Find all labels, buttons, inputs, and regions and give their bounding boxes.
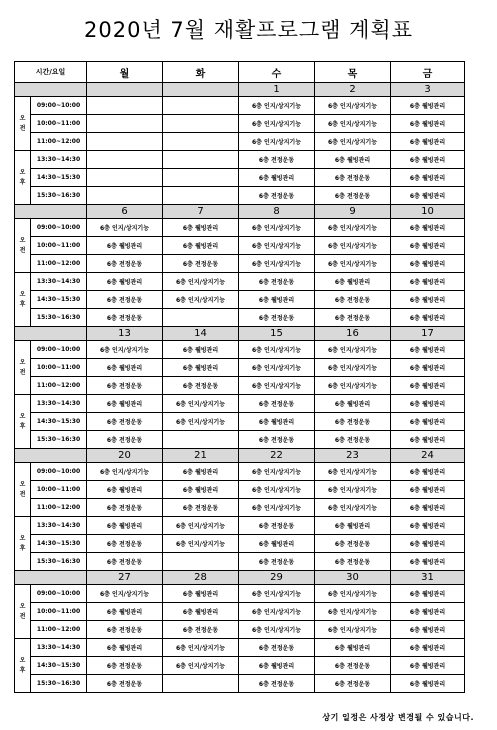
time-slot: 09:00~10:00 — [31, 219, 87, 237]
program-cell — [163, 151, 239, 169]
time-slot: 10:00~11:00 — [31, 481, 87, 499]
program-cell: 6층 인지/상지기능 — [163, 639, 239, 657]
program-cell: 6층 전정운동 — [239, 553, 315, 571]
program-cell: 6층 전정운동 — [163, 499, 239, 517]
date-cell: 29 — [239, 571, 315, 585]
schedule-row — [15, 621, 465, 639]
schedule-row — [15, 341, 465, 359]
program-cell: 6층 웰빙관리 — [239, 413, 315, 431]
program-cell: 6층 인지/상지기능 — [239, 359, 315, 377]
afternoon-label: 오 후 — [15, 517, 31, 571]
date-cell: 9 — [315, 205, 391, 219]
date-cell: 27 — [87, 571, 163, 585]
program-cell: 6층 전정운동 — [87, 499, 163, 517]
program-cell: 6층 웰빙관리 — [391, 463, 465, 481]
program-cell: 6층 웰빙관리 — [239, 291, 315, 309]
time-slot: 15:30~16:30 — [31, 309, 87, 327]
program-cell: 6층 웰빙관리 — [391, 309, 465, 327]
program-cell: 6층 웰빙관리 — [315, 517, 391, 535]
program-cell: 6층 전정운동 — [315, 187, 391, 205]
header-day-tue: 화 — [163, 62, 239, 83]
program-cell: 6층 웰빙관리 — [87, 603, 163, 621]
program-cell: 6층 인지/상지기능 — [239, 377, 315, 395]
program-cell: 6층 웰빙관리 — [391, 431, 465, 449]
program-cell: 6층 웰빙관리 — [87, 359, 163, 377]
schedule-row — [15, 639, 465, 657]
date-cell: 14 — [163, 327, 239, 341]
program-cell: 6층 인지/상지기능 — [163, 291, 239, 309]
program-cell: 6층 인지/상지기능 — [163, 657, 239, 675]
program-cell: 6층 웰빙관리 — [391, 585, 465, 603]
schedule-row — [15, 517, 465, 535]
schedule-row — [15, 237, 465, 255]
program-cell: 6층 인지/상지기능 — [315, 603, 391, 621]
program-cell: 6층 인지/상지기능 — [315, 219, 391, 237]
time-slot: 14:30~15:30 — [31, 657, 87, 675]
schedule-row — [15, 675, 465, 693]
afternoon-label: 오 후 — [15, 273, 31, 327]
program-cell: 6층 인지/상지기능 — [315, 341, 391, 359]
program-cell: 6층 웰빙관리 — [391, 219, 465, 237]
schedule-row — [15, 553, 465, 571]
program-cell — [87, 115, 163, 133]
time-slot: 10:00~11:00 — [31, 359, 87, 377]
program-cell: 6층 웰빙관리 — [239, 657, 315, 675]
program-cell: 6층 전정운동 — [315, 535, 391, 553]
program-cell: 6층 인지/상지기능 — [315, 133, 391, 151]
program-cell — [163, 187, 239, 205]
program-cell: 6층 전정운동 — [239, 431, 315, 449]
program-cell: 6층 웰빙관리 — [391, 499, 465, 517]
program-cell: 6층 전정운동 — [315, 675, 391, 693]
program-cell: 6층 인지/상지기능 — [315, 359, 391, 377]
time-slot: 14:30~15:30 — [31, 535, 87, 553]
program-cell: 6층 웰빙관리 — [391, 553, 465, 571]
date-cell: 6 — [87, 205, 163, 219]
program-cell — [87, 151, 163, 169]
program-cell: 6층 웰빙관리 — [315, 639, 391, 657]
header-day-mon: 월 — [87, 62, 163, 83]
program-cell: 6층 전정운동 — [239, 395, 315, 413]
program-cell: 6층 인지/상지기능 — [87, 341, 163, 359]
header-day-wed: 수 — [239, 62, 315, 83]
header-day-thu: 목 — [315, 62, 391, 83]
program-cell: 6층 웰빙관리 — [391, 115, 465, 133]
program-cell: 6층 전정운동 — [239, 517, 315, 535]
afternoon-label: 오 후 — [15, 639, 31, 693]
schedule-row — [15, 219, 465, 237]
program-cell: 6층 웰빙관리 — [391, 255, 465, 273]
morning-label: 오 전 — [15, 585, 31, 639]
time-slot: 14:30~15:30 — [31, 169, 87, 187]
time-slot: 09:00~10:00 — [31, 463, 87, 481]
page-title: 2020년 7월 재활프로그램 계획표 — [84, 18, 413, 42]
schedule-row — [15, 133, 465, 151]
program-cell — [163, 115, 239, 133]
time-slot: 09:00~10:00 — [31, 585, 87, 603]
program-cell: 6층 인지/상지기능 — [163, 395, 239, 413]
time-slot: 13:30~14:30 — [31, 639, 87, 657]
program-cell: 6층 전정운동 — [315, 413, 391, 431]
program-cell: 6층 인지/상지기능 — [315, 255, 391, 273]
program-cell — [163, 169, 239, 187]
program-cell: 6층 전정운동 — [87, 309, 163, 327]
program-cell: 6층 전정운동 — [239, 675, 315, 693]
date-cell: 23 — [315, 449, 391, 463]
program-cell: 6층 인지/상지기능 — [239, 341, 315, 359]
program-cell: 6층 인지/상지기능 — [239, 621, 315, 639]
morning-label: 오 전 — [15, 463, 31, 517]
program-cell: 6층 웰빙관리 — [239, 535, 315, 553]
program-cell: 6층 웰빙관리 — [315, 273, 391, 291]
program-cell: 6층 전정운동 — [239, 639, 315, 657]
program-cell: 6층 인지/상지기능 — [87, 585, 163, 603]
program-cell: 6층 인지/상지기능 — [315, 585, 391, 603]
date-cell: 10 — [391, 205, 465, 219]
program-cell: 6층 웰빙관리 — [391, 273, 465, 291]
program-cell: 6층 웰빙관리 — [391, 621, 465, 639]
time-slot: 14:30~15:30 — [31, 291, 87, 309]
program-cell: 6층 전정운동 — [87, 535, 163, 553]
time-slot: 11:00~12:00 — [31, 377, 87, 395]
program-cell: 6층 인지/상지기능 — [163, 535, 239, 553]
program-cell: 6층 웰빙관리 — [315, 151, 391, 169]
footer-note: 상기 일정은 사정상 변경될 수 있습니다. — [322, 713, 474, 722]
program-cell: 6층 전정운동 — [315, 431, 391, 449]
program-cell: 6층 전정운동 — [87, 553, 163, 571]
schedule-row — [15, 499, 465, 517]
program-cell: 6층 전정운동 — [87, 291, 163, 309]
program-cell: 6층 전정운동 — [239, 309, 315, 327]
program-cell: 6층 전정운동 — [315, 309, 391, 327]
program-cell: 6층 웰빙관리 — [391, 603, 465, 621]
program-cell: 6층 웰빙관리 — [163, 237, 239, 255]
week-date-row — [15, 327, 465, 341]
date-cell: 8 — [239, 205, 315, 219]
program-cell: 6층 전정운동 — [87, 621, 163, 639]
program-cell: 6층 웰빙관리 — [87, 517, 163, 535]
program-cell — [87, 169, 163, 187]
schedule-row — [15, 255, 465, 273]
program-cell: 6층 전정운동 — [315, 553, 391, 571]
time-slot: 15:30~16:30 — [31, 675, 87, 693]
schedule-row — [15, 603, 465, 621]
program-cell: 6층 인지/상지기능 — [239, 237, 315, 255]
schedule-row — [15, 187, 465, 205]
program-cell: 6층 웰빙관리 — [87, 481, 163, 499]
program-cell: 6층 웰빙관리 — [391, 517, 465, 535]
afternoon-label: 오 후 — [15, 151, 31, 205]
program-cell: 6층 웰빙관리 — [391, 639, 465, 657]
week-date-row — [15, 83, 465, 97]
schedule-row — [15, 413, 465, 431]
program-cell: 6층 인지/상지기능 — [239, 603, 315, 621]
program-cell: 6층 웰빙관리 — [391, 377, 465, 395]
date-cell: 3 — [391, 83, 465, 97]
program-cell: 6층 전정운동 — [239, 187, 315, 205]
program-cell: 6층 인지/상지기능 — [239, 115, 315, 133]
time-slot: 13:30~14:30 — [31, 395, 87, 413]
schedule-row — [15, 463, 465, 481]
program-cell: 6층 웰빙관리 — [391, 675, 465, 693]
program-cell: 6층 웰빙관리 — [163, 219, 239, 237]
time-slot: 13:30~14:30 — [31, 273, 87, 291]
header-row — [15, 62, 465, 83]
week-date-row — [15, 205, 465, 219]
date-cell — [163, 83, 239, 97]
date-cell: 13 — [87, 327, 163, 341]
schedule-row — [15, 359, 465, 377]
program-cell: 6층 웰빙관리 — [391, 97, 465, 115]
schedule-row — [15, 309, 465, 327]
date-row-spacer — [15, 449, 87, 463]
program-cell: 6층 인지/상지기능 — [87, 463, 163, 481]
date-row-spacer — [15, 205, 87, 219]
schedule-row — [15, 585, 465, 603]
date-cell: 28 — [163, 571, 239, 585]
schedule-row — [15, 115, 465, 133]
program-cell — [163, 97, 239, 115]
program-cell: 6층 웰빙관리 — [163, 603, 239, 621]
program-cell: 6층 인지/상지기능 — [163, 413, 239, 431]
schedule-row — [15, 97, 465, 115]
program-cell: 6층 웰빙관리 — [163, 359, 239, 377]
program-cell: 6층 전정운동 — [163, 621, 239, 639]
program-cell: 6층 인지/상지기능 — [239, 97, 315, 115]
program-cell: 6층 인지/상지기능 — [315, 237, 391, 255]
time-slot: 11:00~12:00 — [31, 499, 87, 517]
program-cell: 6층 인지/상지기능 — [315, 621, 391, 639]
schedule-row — [15, 273, 465, 291]
program-cell: 6층 웰빙관리 — [391, 359, 465, 377]
program-cell: 6층 인지/상지기능 — [239, 255, 315, 273]
program-cell: 6층 웰빙관리 — [391, 187, 465, 205]
program-cell: 6층 웰빙관리 — [391, 657, 465, 675]
program-cell: 6층 웰빙관리 — [391, 413, 465, 431]
morning-label: 오 전 — [15, 97, 31, 151]
date-cell: 16 — [315, 327, 391, 341]
program-cell: 6층 웰빙관리 — [391, 169, 465, 187]
week-date-row — [15, 449, 465, 463]
time-slot: 10:00~11:00 — [31, 115, 87, 133]
program-cell: 6층 웰빙관리 — [163, 341, 239, 359]
program-cell: 6층 전정운동 — [87, 431, 163, 449]
time-slot: 14:30~15:30 — [31, 413, 87, 431]
program-cell: 6층 인지/상지기능 — [239, 219, 315, 237]
program-cell: 6층 웰빙관리 — [87, 395, 163, 413]
date-cell: 24 — [391, 449, 465, 463]
schedule-row — [15, 291, 465, 309]
program-cell — [163, 309, 239, 327]
schedule-row — [15, 377, 465, 395]
program-cell: 6층 전정운동 — [163, 377, 239, 395]
program-cell: 6층 웰빙관리 — [315, 395, 391, 413]
program-cell: 6층 전정운동 — [87, 377, 163, 395]
program-cell: 6층 전정운동 — [87, 657, 163, 675]
date-cell: 31 — [391, 571, 465, 585]
week-date-row — [15, 571, 465, 585]
program-cell — [163, 133, 239, 151]
program-cell: 6층 웰빙관리 — [87, 237, 163, 255]
morning-label: 오 전 — [15, 219, 31, 273]
program-cell: 6층 웰빙관리 — [391, 151, 465, 169]
program-cell: 6층 웰빙관리 — [239, 169, 315, 187]
program-cell: 6층 인지/상지기능 — [87, 219, 163, 237]
program-cell: 6층 웰빙관리 — [163, 585, 239, 603]
program-cell: 6층 웰빙관리 — [391, 237, 465, 255]
time-slot: 11:00~12:00 — [31, 621, 87, 639]
program-cell: 6층 웰빙관리 — [163, 463, 239, 481]
program-cell: 6층 웰빙관리 — [391, 481, 465, 499]
program-cell — [87, 187, 163, 205]
date-cell: 2 — [315, 83, 391, 97]
program-cell: 6층 전정운동 — [163, 255, 239, 273]
date-cell: 15 — [239, 327, 315, 341]
program-cell: 6층 웰빙관리 — [391, 291, 465, 309]
date-cell: 20 — [87, 449, 163, 463]
program-cell: 6층 전정운동 — [87, 255, 163, 273]
program-cell: 6층 전정운동 — [87, 413, 163, 431]
time-slot: 11:00~12:00 — [31, 255, 87, 273]
time-slot: 09:00~10:00 — [31, 341, 87, 359]
time-slot: 13:30~14:30 — [31, 151, 87, 169]
program-cell: 6층 전정운동 — [87, 675, 163, 693]
program-cell: 6층 인지/상지기능 — [163, 273, 239, 291]
program-cell — [87, 133, 163, 151]
program-cell: 6층 인지/상지기능 — [239, 481, 315, 499]
program-cell — [163, 675, 239, 693]
time-slot: 09:00~10:00 — [31, 97, 87, 115]
time-slot: 10:00~11:00 — [31, 603, 87, 621]
schedule-row — [15, 395, 465, 413]
time-slot: 13:30~14:30 — [31, 517, 87, 535]
date-cell: 17 — [391, 327, 465, 341]
program-cell: 6층 인지/상지기능 — [163, 517, 239, 535]
program-cell: 6층 인지/상지기능 — [239, 133, 315, 151]
program-cell — [87, 97, 163, 115]
time-slot: 15:30~16:30 — [31, 431, 87, 449]
program-cell: 6층 인지/상지기능 — [315, 481, 391, 499]
program-cell: 6층 인지/상지기능 — [315, 97, 391, 115]
morning-label: 오 전 — [15, 341, 31, 395]
program-cell: 6층 웰빙관리 — [87, 273, 163, 291]
schedule-row — [15, 169, 465, 187]
program-cell: 6층 전정운동 — [315, 169, 391, 187]
date-cell: 7 — [163, 205, 239, 219]
time-slot: 11:00~12:00 — [31, 133, 87, 151]
program-cell: 6층 웰빙관리 — [163, 481, 239, 499]
time-slot: 15:30~16:30 — [31, 553, 87, 571]
program-cell: 6층 인지/상지기능 — [315, 377, 391, 395]
program-cell — [163, 431, 239, 449]
date-cell: 30 — [315, 571, 391, 585]
time-slot: 10:00~11:00 — [31, 237, 87, 255]
date-cell: 21 — [163, 449, 239, 463]
program-cell: 6층 웰빙관리 — [391, 395, 465, 413]
program-cell: 6층 인지/상지기능 — [239, 499, 315, 517]
program-cell: 6층 인지/상지기능 — [239, 585, 315, 603]
schedule-table — [14, 61, 465, 693]
afternoon-label: 오 후 — [15, 395, 31, 449]
date-cell: 1 — [239, 83, 315, 97]
schedule-row — [15, 151, 465, 169]
date-cell — [87, 83, 163, 97]
schedule-row — [15, 657, 465, 675]
program-cell: 6층 전정운동 — [315, 291, 391, 309]
date-row-spacer — [15, 83, 87, 97]
date-row-spacer — [15, 327, 87, 341]
header-day-fri: 금 — [391, 62, 465, 83]
schedule-row — [15, 431, 465, 449]
program-cell: 6층 인지/상지기능 — [315, 499, 391, 517]
date-cell: 22 — [239, 449, 315, 463]
header-time-label: 시간/요일 — [15, 62, 87, 83]
program-cell: 6층 인지/상지기능 — [315, 463, 391, 481]
time-slot: 15:30~16:30 — [31, 187, 87, 205]
program-cell: 6층 웰빙관리 — [391, 133, 465, 151]
date-row-spacer — [15, 571, 87, 585]
schedule-row — [15, 535, 465, 553]
program-cell — [163, 553, 239, 571]
program-cell: 6층 인지/상지기능 — [315, 115, 391, 133]
program-cell: 6층 웰빙관리 — [391, 535, 465, 553]
program-cell: 6층 전정운동 — [239, 151, 315, 169]
program-cell: 6층 전정운동 — [315, 657, 391, 675]
program-cell: 6층 인지/상지기능 — [239, 463, 315, 481]
program-cell: 6층 웰빙관리 — [391, 341, 465, 359]
schedule-row — [15, 481, 465, 499]
program-cell: 6층 전정운동 — [239, 273, 315, 291]
program-cell: 6층 웰빙관리 — [87, 639, 163, 657]
